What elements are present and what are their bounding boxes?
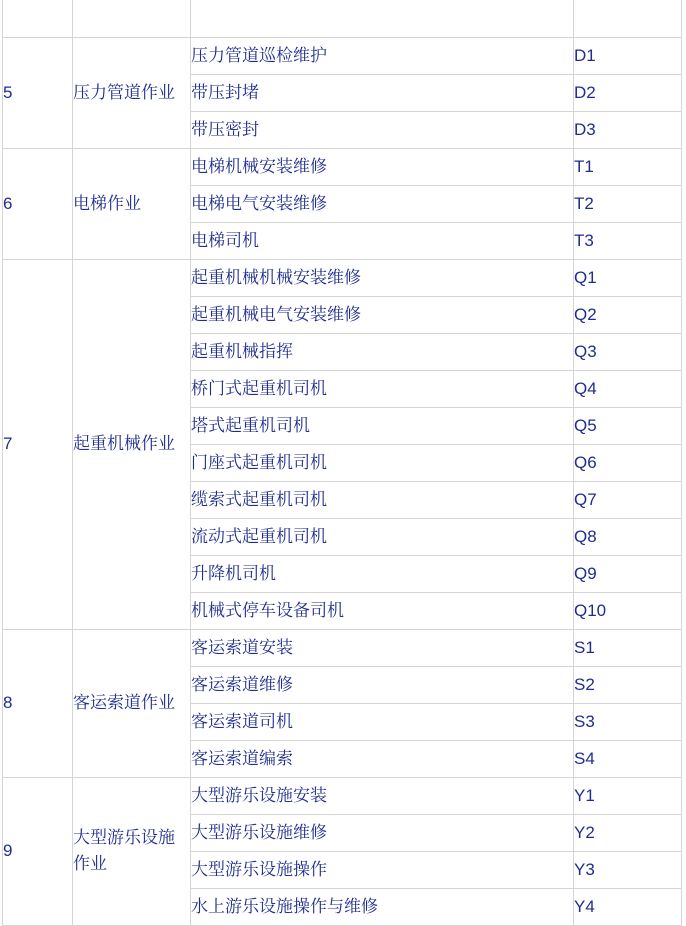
item-name: 电梯电气安装维修: [191, 185, 574, 222]
item-name: 升降机司机: [191, 555, 574, 592]
item-code: Y4: [574, 888, 682, 925]
section-number: 6: [3, 148, 73, 259]
table-row-partial: [3, 0, 682, 37]
item-code: T2: [574, 185, 682, 222]
item-code: D2: [574, 74, 682, 111]
item-name: 客运索道编索: [191, 740, 574, 777]
partial-cell: [574, 0, 682, 37]
item-code: Q8: [574, 518, 682, 555]
item-name: 大型游乐设施维修: [191, 814, 574, 851]
item-code: Q4: [574, 370, 682, 407]
section-number: 9: [3, 777, 73, 925]
section-category: 客运索道作业: [73, 629, 191, 777]
item-name: 客运索道安装: [191, 629, 574, 666]
item-code: Q9: [574, 555, 682, 592]
section-category: 大型游乐设施作业: [73, 777, 191, 925]
table-row: [3, 148, 682, 185]
special-equipment-operations-table: [2, 0, 682, 926]
section-category: 电梯作业: [73, 148, 191, 259]
item-code: Q3: [574, 333, 682, 370]
table-row: [3, 777, 682, 814]
item-code: Q6: [574, 444, 682, 481]
item-code: Q7: [574, 481, 682, 518]
partial-cell: [3, 0, 73, 37]
table-row: [3, 37, 682, 74]
item-name: 电梯司机: [191, 222, 574, 259]
item-name: 大型游乐设施安装: [191, 777, 574, 814]
item-code: S3: [574, 703, 682, 740]
item-code: Y2: [574, 814, 682, 851]
item-name: 起重机械指挥: [191, 333, 574, 370]
item-code: T1: [574, 148, 682, 185]
partial-cell: [73, 0, 191, 37]
table-row: [3, 259, 682, 296]
item-code: Y1: [574, 777, 682, 814]
section-category: 压力管道作业: [73, 37, 191, 148]
item-name: 水上游乐设施操作与维修: [191, 888, 574, 925]
item-code: Q2: [574, 296, 682, 333]
item-name: 带压封堵: [191, 74, 574, 111]
item-name: 客运索道司机: [191, 703, 574, 740]
item-name: 缆索式起重机司机: [191, 481, 574, 518]
item-name: 流动式起重机司机: [191, 518, 574, 555]
item-name: 大型游乐设施操作: [191, 851, 574, 888]
item-name: 桥门式起重机司机: [191, 370, 574, 407]
item-name: 塔式起重机司机: [191, 407, 574, 444]
item-name: 客运索道维修: [191, 666, 574, 703]
partial-cell: [191, 0, 574, 37]
item-name: 压力管道巡检维护: [191, 37, 574, 74]
item-name: 带压密封: [191, 111, 574, 148]
item-code: S2: [574, 666, 682, 703]
item-code: Q1: [574, 259, 682, 296]
item-code: S1: [574, 629, 682, 666]
section-number: 7: [3, 259, 73, 629]
item-name: 起重机械机械安装维修: [191, 259, 574, 296]
item-code: T3: [574, 222, 682, 259]
item-code: D1: [574, 37, 682, 74]
item-name: 机械式停车设备司机: [191, 592, 574, 629]
item-name: 门座式起重机司机: [191, 444, 574, 481]
item-code: Y3: [574, 851, 682, 888]
item-name: 起重机械电气安装维修: [191, 296, 574, 333]
item-code: Q10: [574, 592, 682, 629]
section-number: 8: [3, 629, 73, 777]
item-code: S4: [574, 740, 682, 777]
item-code: Q5: [574, 407, 682, 444]
section-number: 5: [3, 37, 73, 148]
item-code: D3: [574, 111, 682, 148]
section-category: 起重机械作业: [73, 259, 191, 629]
table-row: [3, 629, 682, 666]
item-name: 电梯机械安装维修: [191, 148, 574, 185]
